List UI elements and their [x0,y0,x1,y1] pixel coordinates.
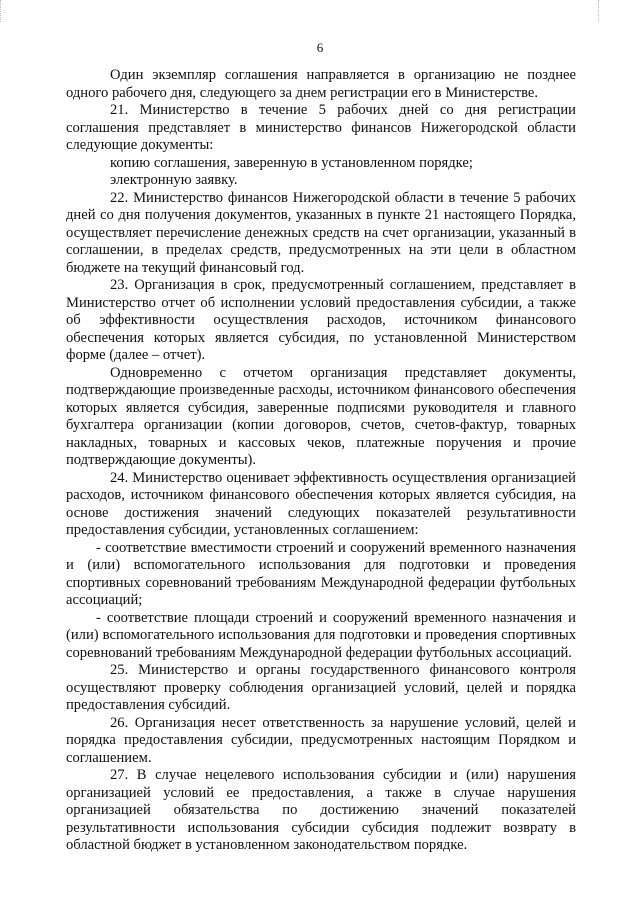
paragraph-24: 24. Министерство оценивает эффективность осуществления организацией расходов, источником финансового обеспечения которых является субсидия, на основе достижения значений следующих показателей результативности предоставления субсидии, установленных соглашением: [66,469,576,538]
paragraph-24-indicator-area: - соответствие площади строений и сооружений временного назначения и (или) вспомогательного использования для подготовки и проведения спортивных соревнований требованиям Международной федерации футбольных ассоциаций. [66,609,576,661]
page-number: 6 [316,40,324,55]
paragraph-23: 23. Организация в срок, предусмотренный соглашением, представляет в Министерство отчет об исполнении условий предоставления субсидии, а также об эффективности осуществления расходов, источником финансового обеспечения которых является субсидия, по установленной Министерством форме (далее – отчет). [66,277,576,363]
paragraph-27: 27. В случае нецелевого использования субсидии и (или) нарушения организацией условий ее предоставления, а также в случае нарушения организацией обязательства по достижению значений показателей результативности использования субсидии субсидия подлежит возврату в областной бюджет в установленном законодательством порядке. [66,767,576,853]
document-body [66,67,576,855]
paragraph-copy-sent: Один экземпляр соглашения направляется в организацию не позднее одного рабочего дня, следующего за днем регистрации его в Министерстве. [66,67,576,101]
paragraph-25: 25. Министерство и органы государственного финансового контроля осуществляют проверку соблюдения организацией условий, целей и порядка предоставления субсидий. [66,662,576,713]
scan-edge-mark-left [0,0,2,22]
paragraph-21: 21. Министерство в течение 5 рабочих дней со дня регистрации соглашения представляет в министерство финансов Нижегородской области следующие документы: [66,102,576,153]
paragraph-22: 22. Министерство финансов Нижегородской области в течение 5 рабочих дней со дня получения документов, указанных в пункте 21 настоящего Порядка, осуществляет перечисление денежных средств на счет организации, указанный в соглашении, в пределах средств, предусмотренных на эти цели в областном бюджете на текущий финансовый год. [66,189,576,276]
scan-edge-mark-right [598,0,600,22]
paragraph-21-item-copy: копию соглашения, заверенную в установленном порядке; [110,154,473,171]
paragraph-24-indicator-capacity: - соответствие вместимости строений и сооружений временного назначения и (или) вспомогательного использования для подготовки и проведения спортивных соревнований требованиям Международной федерации футбольных ассоциаций; [66,539,576,608]
paragraph-26: 26. Организация несет ответственность за нарушение условий, целей и порядка предоставления субсидии, предусмотренных настоящим Порядком и соглашением. [66,714,576,766]
paragraph-21-item-request: электронную заявку. [110,172,238,188]
paragraph-23-documents: Одновременно с отчетом организация представляет документы, подтверждающие произведенные расходы, источником финансового обеспечения которых является субсидия, заверенные подписями руководителя и главного бухгалтера организации (копии договоров, счетов, счетов-фактур, товарных накладных, товарных и кассовых чеков, платежные поручения и прочие подтверждающие документы). [66,364,576,468]
